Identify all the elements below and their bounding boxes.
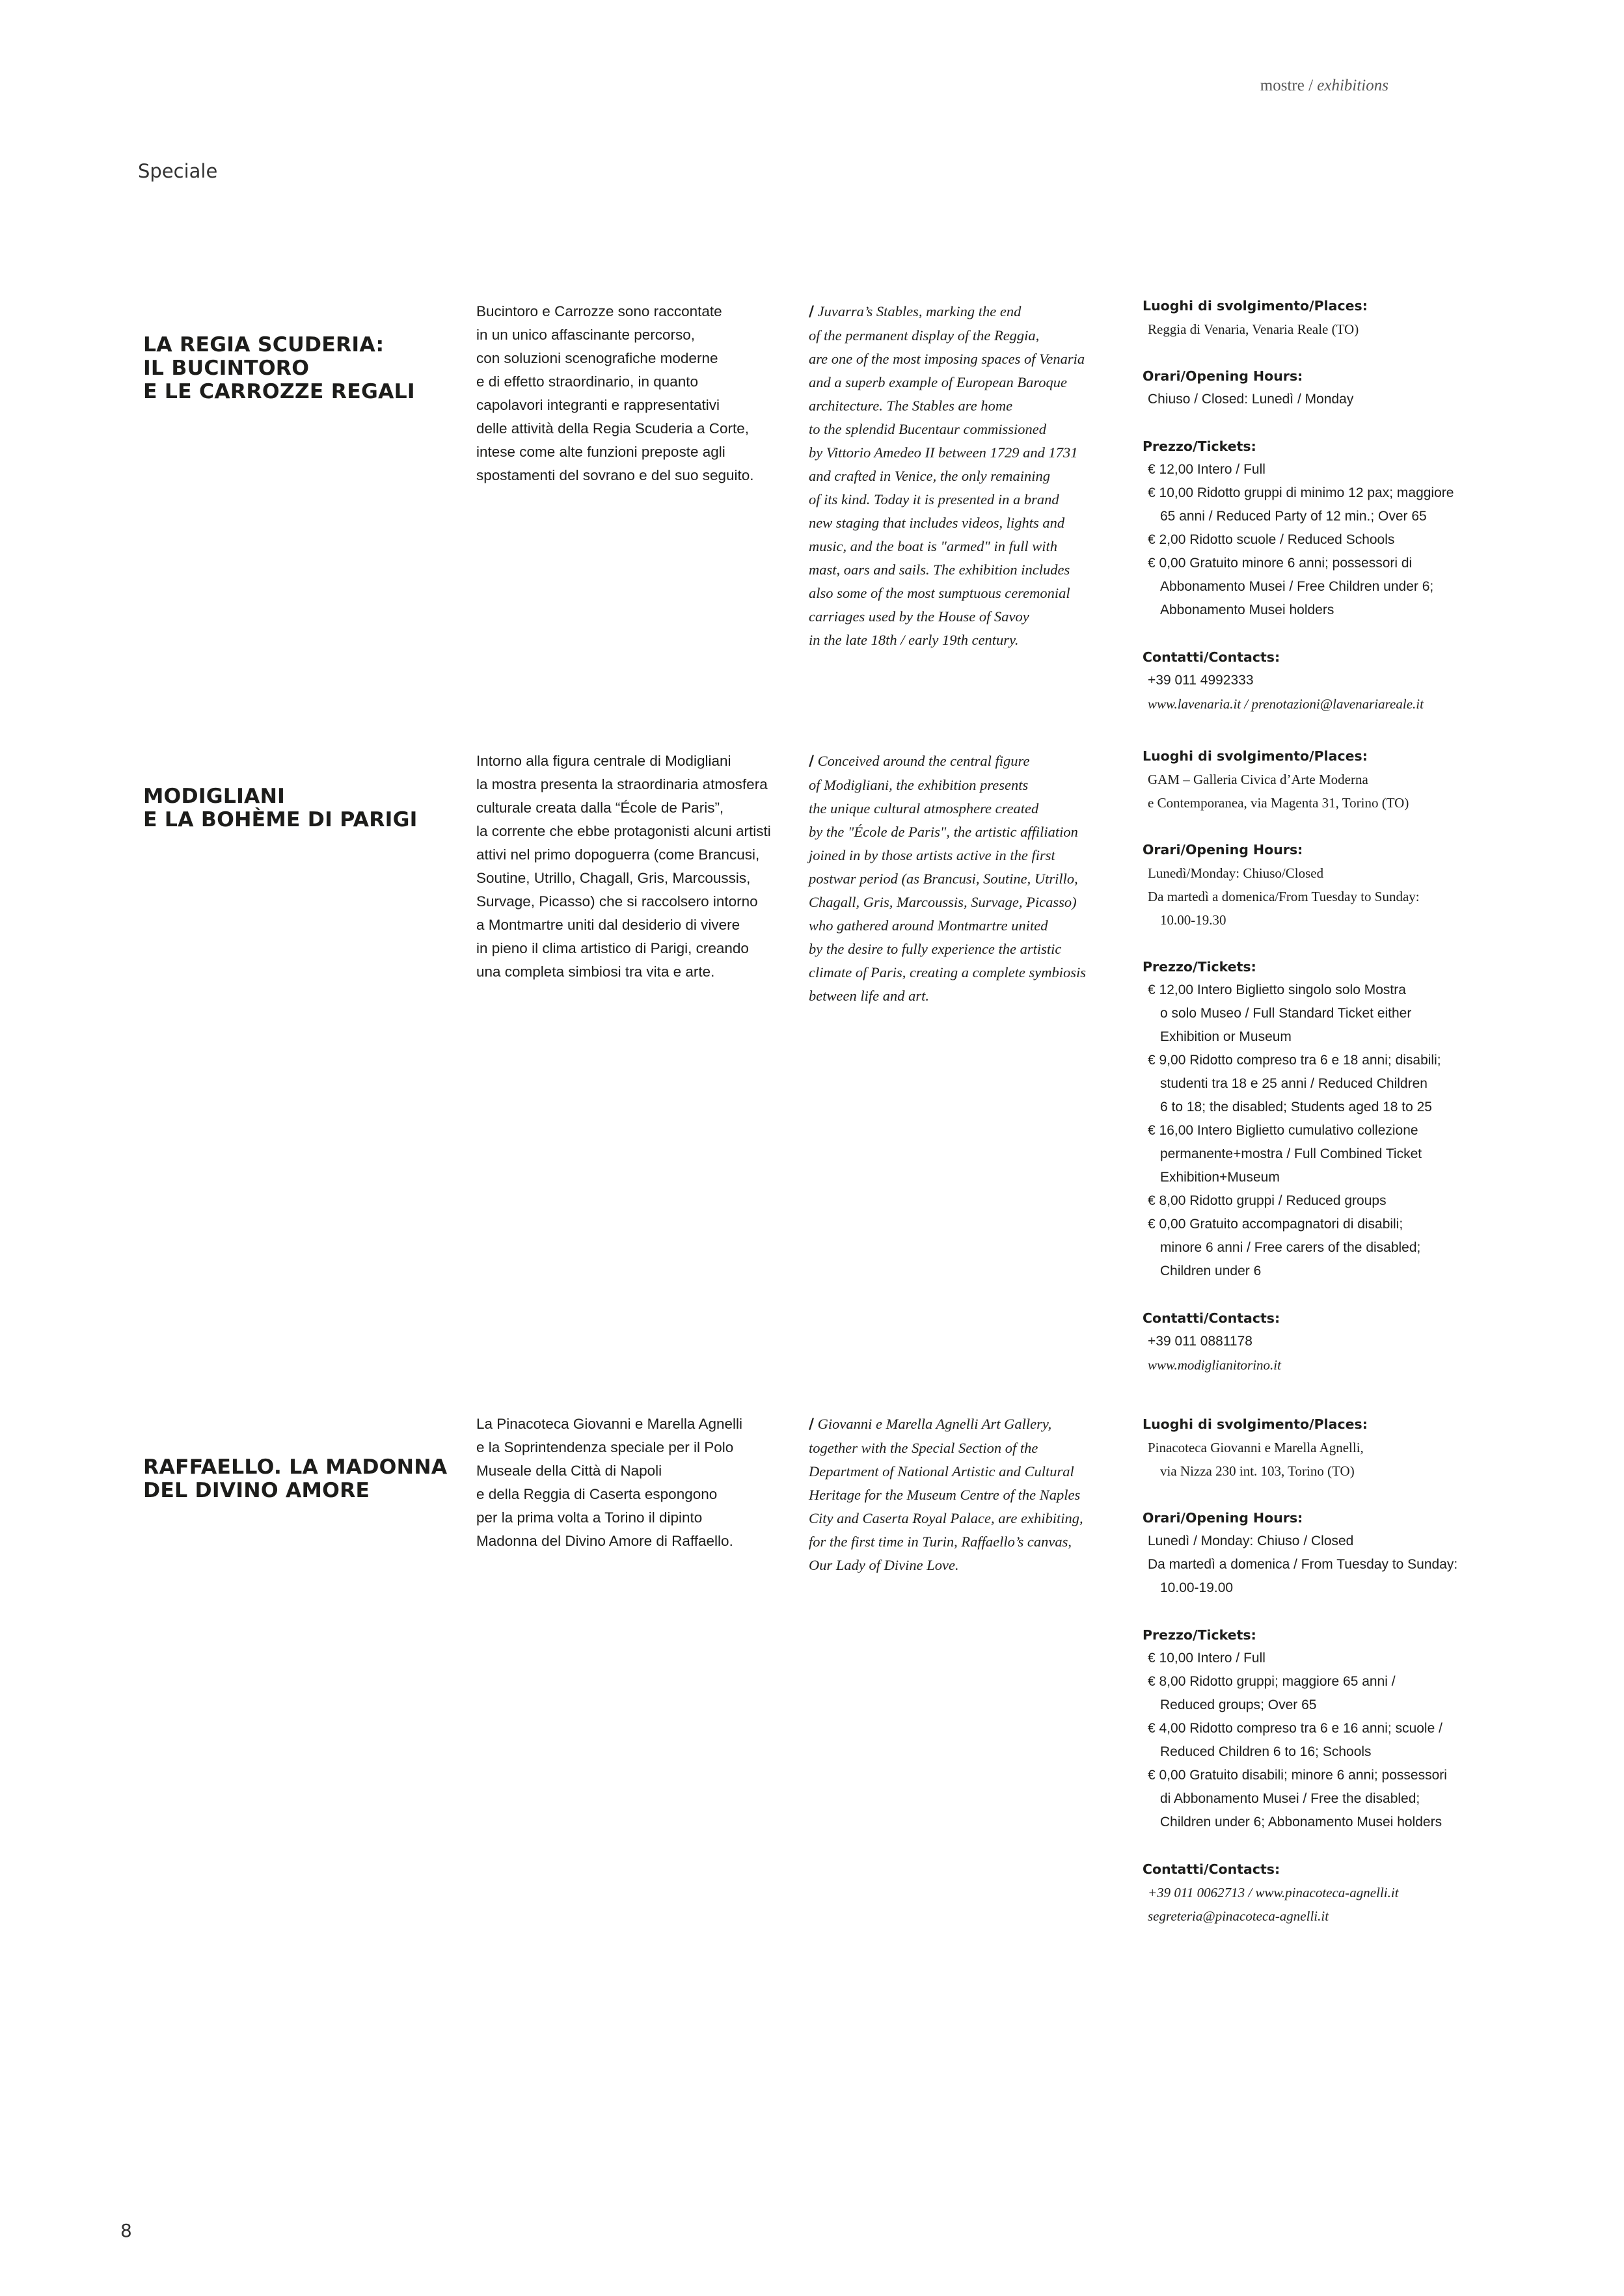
hours-line: Da martedì a domenica / From Tuesday to Sunday: (1148, 1557, 1458, 1572)
title-line: RAFFAELLO. LA MADONNA (143, 1455, 448, 1479)
ticket-line: € 2,00 Ridotto scuole / Reduced Schools (1148, 532, 1395, 547)
text-line: Our Lady of Divine Love. (809, 1557, 959, 1573)
exhibition-info (1143, 294, 1507, 716)
text-line: Intorno alla figura centrale di Modigliani (476, 753, 731, 769)
exhibition-description-en (809, 300, 1121, 652)
text-line (809, 1412, 1121, 1437)
text-line: between life and art. (809, 988, 929, 1004)
text-line: Heritage for the Museum Centre of the Naples (809, 1487, 1081, 1503)
text-line: postwar period (as Brancusi, Soutine, Utrillo, (809, 871, 1078, 887)
text-fragment: Giovanni e Marella Agnelli Art Gallery, (817, 1416, 1052, 1432)
text-line: intese come alte funzioni preposte agli (476, 444, 725, 460)
text-line: music, and the boat is "armed" in full with (809, 538, 1058, 554)
hours-label: Orari/Opening Hours: (1143, 368, 1303, 384)
spacer (1143, 411, 1507, 435)
tickets-label: Prezzo/Tickets: (1143, 959, 1256, 975)
ticket-line: studenti tra 18 e 25 anni / Reduced Children (1160, 1076, 1428, 1091)
text-line: con soluzioni scenografiche moderne (476, 350, 718, 366)
contact-phone: +39 011 4992333 (1148, 673, 1254, 688)
exhibition-description-it (476, 1412, 795, 1553)
hours-label: Orari/Opening Hours: (1143, 1510, 1303, 1526)
text-line: e di effetto straordinario, in quanto (476, 373, 699, 390)
ticket-line: € 10,00 Ridotto gruppi di minimo 12 pax; maggiore (1148, 485, 1454, 500)
ticket-line: € 8,00 Ridotto gruppi; maggiore 65 anni / (1148, 1674, 1396, 1689)
text-line: Department of National Artistic and Cultural (809, 1463, 1074, 1479)
slash-marker: / (809, 304, 815, 320)
text-line: e la Soprintendenza speciale per il Polo (476, 1439, 734, 1455)
spacer (1143, 341, 1507, 364)
slash-marker: / (809, 1416, 815, 1433)
place-line: e Contemporanea, via Magenta 31, Torino (TO) (1148, 795, 1409, 811)
text-line: in pieno il clima artistico di Parigi, creando (476, 940, 749, 956)
place-line: via Nizza 230 int. 103, Torino (TO) (1160, 1463, 1355, 1479)
ticket-line: minore 6 anni / Free carers of the disabled; (1160, 1240, 1421, 1255)
text-line: carriages used by the House of Savoy (809, 608, 1029, 625)
text-line: architecture. The Stables are home (809, 398, 1013, 414)
title-line: LA REGIA SCUDERIA: (143, 333, 385, 357)
tickets-label: Prezzo/Tickets: (1143, 1627, 1256, 1643)
ticket-line: di Abbonamento Musei / Free the disabled; (1160, 1791, 1420, 1806)
hours-line: Chiuso / Closed: Lunedì / Monday (1148, 392, 1354, 407)
ticket-line: € 12,00 Intero Biglietto singolo solo Mostra (1148, 982, 1406, 997)
text-line: also some of the most sumptuous ceremonial (809, 585, 1070, 601)
text-line: joined in by those artists active in the first (809, 847, 1055, 863)
ticket-line: Children under 6; Abbonamento Musei holders (1160, 1815, 1442, 1830)
text-line: spostamenti del sovrano e del suo seguito. (476, 467, 754, 483)
title-line: MODIGLIANI (143, 785, 286, 808)
text-line: capolavori integranti e rappresentativi (476, 397, 720, 413)
title-line: E LA BOHÈME DI PARIGI (143, 808, 418, 831)
text-line: and a superb example of European Baroque (809, 374, 1068, 390)
ticket-line: € 10,00 Intero / Full (1148, 1651, 1265, 1666)
text-line: by the "École de Paris", the artistic affiliation (809, 824, 1078, 840)
text-line: of Modigliani, the exhibition presents (809, 777, 1029, 793)
ticket-line: € 9,00 Ridotto compreso tra 6 e 18 anni; disabili; (1148, 1053, 1441, 1068)
hours-line: 10.00-19.30 (1160, 912, 1226, 928)
ticket-line: Children under 6 (1160, 1263, 1262, 1278)
spacer (1143, 1283, 1507, 1306)
text-line: Chagall, Gris, Marcoussis, Survage, Picasso) (809, 894, 1077, 910)
text-line: who gathered around Montmartre united (809, 917, 1048, 934)
header-section-it: mostre / (1260, 77, 1314, 94)
exhibition-info (1143, 744, 1507, 1377)
text-line: delle attività della Regia Scuderia a Corte, (476, 420, 749, 437)
text-fragment: Juvarra’s Stables, marking the end (817, 303, 1022, 319)
exhibition-description-it (476, 750, 795, 984)
spacer (1143, 1483, 1507, 1506)
ticket-line: € 0,00 Gratuito minore 6 anni; possessori di (1148, 556, 1413, 571)
ticket-line: o solo Museo / Full Standard Ticket either (1160, 1006, 1412, 1021)
title-line: IL BUCINTORO (143, 357, 310, 380)
text-line: the unique cultural atmosphere created (809, 800, 1039, 817)
places-label: Luoghi di svolgimento/Places: (1143, 1416, 1368, 1432)
slash-marker: / (809, 753, 815, 770)
running-header (1260, 77, 1388, 95)
text-line: a Montmartre uniti dal desiderio di vivere (476, 917, 740, 933)
hours-line: Da martedì a domenica/From Tuesday to Sunday: (1148, 889, 1420, 904)
contact-web[interactable]: www.modiglianitorino.it (1148, 1357, 1281, 1373)
text-line: attivi nel primo dopoguerra (come Brancusi, (476, 846, 760, 863)
exhibition-info (1143, 1412, 1507, 1928)
text-line: Museale della Città di Napoli (476, 1463, 662, 1479)
hours-line: Lunedì/Monday: Chiuso/Closed (1148, 865, 1324, 881)
text-line: la corrente che ebbe protagonisti alcuni artisti (476, 823, 771, 839)
text-line: in un unico affascinante percorso, (476, 327, 696, 343)
exhibition-description-en (809, 1412, 1121, 1577)
places-label: Luoghi di svolgimento/Places: (1143, 298, 1368, 314)
text-line: new staging that includes videos, lights and (809, 515, 1065, 531)
contacts-label: Contatti/Contacts: (1143, 1861, 1280, 1877)
spacer (1143, 815, 1507, 838)
ticket-line: € 0,00 Gratuito disabili; minore 6 anni; possessori (1148, 1768, 1447, 1783)
exhibition-title (143, 785, 455, 831)
ticket-line: 6 to 18; the disabled; Students aged 18 to 25 (1160, 1100, 1432, 1114)
ticket-line: Reduced Children 6 to 16; Schools (1160, 1744, 1372, 1759)
text-line: e della Reggia di Caserta espongono (476, 1486, 718, 1502)
ticket-line: 65 anni / Reduced Party of 12 min.; Over 65 (1160, 509, 1427, 524)
hours-line: Lunedì / Monday: Chiuso / Closed (1148, 1533, 1354, 1548)
text-line: Madonna del Divino Amore di Raffaello. (476, 1533, 733, 1549)
ticket-line: € 8,00 Ridotto gruppi / Reduced groups (1148, 1193, 1387, 1208)
contacts-label: Contatti/Contacts: (1143, 649, 1280, 665)
text-line: City and Caserta Royal Palace, are exhibiting, (809, 1510, 1083, 1526)
ticket-line: € 16,00 Intero Biglietto cumulativo collezione (1148, 1123, 1418, 1138)
text-line: of the permanent display of the Reggia, (809, 327, 1040, 344)
section-label: Speciale (138, 160, 218, 182)
tickets-label: Prezzo/Tickets: (1143, 439, 1256, 454)
text-line: of its kind. Today it is presented in a brand (809, 491, 1059, 507)
text-line (809, 300, 1121, 324)
ticket-line: Abbonamento Musei / Free Children under 6; (1160, 579, 1434, 594)
text-line: in the late 18th / early 19th century. (809, 632, 1019, 648)
hours-line: 10.00-19.00 (1160, 1580, 1234, 1595)
text-line: Survage, Picasso) che si raccolsero intorno (476, 893, 758, 910)
ticket-line: Exhibition+Museum (1160, 1170, 1280, 1185)
text-line: to the splendid Bucentaur commissioned (809, 421, 1046, 437)
ticket-line: Abbonamento Musei holders (1160, 602, 1334, 617)
ticket-line: permanente+mostra / Full Combined Ticket (1160, 1146, 1422, 1161)
ticket-line: Exhibition or Museum (1160, 1029, 1292, 1044)
text-line: and crafted in Venice, the only remaining (809, 468, 1050, 484)
text-line: by Vittorio Amedeo II between 1729 and 1731 (809, 444, 1078, 461)
text-line: Bucintoro e Carrozze sono raccontate (476, 303, 722, 319)
text-line: are one of the most imposing spaces of Venaria (809, 351, 1085, 367)
contact-email[interactable]: segreteria@pinacoteca-agnelli.it (1148, 1908, 1329, 1924)
place-line: Reggia di Venaria, Venaria Reale (TO) (1148, 321, 1359, 337)
ticket-line: Reduced groups; Over 65 (1160, 1697, 1317, 1712)
text-line: for the first time in Turin, Raffaello’s canvas, (809, 1533, 1072, 1550)
ticket-line: € 4,00 Ridotto compreso tra 6 e 16 anni; scuole / (1148, 1721, 1442, 1736)
text-line: climate of Paris, creating a complete symbiosis (809, 964, 1086, 980)
text-line: by the desire to fully experience the artistic (809, 941, 1062, 957)
text-line: la mostra presenta la straordinaria atmosfera (476, 776, 768, 792)
page-number: 8 (120, 2220, 132, 2241)
ticket-line: € 12,00 Intero / Full (1148, 462, 1265, 477)
hours-label: Orari/Opening Hours: (1143, 842, 1303, 858)
places-label: Luoghi di svolgimento/Places: (1143, 748, 1368, 764)
exhibition-title (143, 1455, 455, 1502)
exhibition-description-it (476, 300, 795, 487)
text-line: mast, oars and sails. The exhibition includes (809, 561, 1070, 578)
place-line: GAM – Galleria Civica d’Arte Moderna (1148, 772, 1368, 787)
contacts-label: Contatti/Contacts: (1143, 1310, 1280, 1326)
contact-phone-web[interactable]: +39 011 0062713 / www.pinacoteca-agnelli.it (1148, 1885, 1399, 1900)
spacer (1143, 1834, 1507, 1857)
text-line (809, 750, 1121, 774)
text-line: una completa simbiosi tra vita e arte. (476, 964, 715, 980)
text-line: per la prima volta a Torino il dipinto (476, 1509, 703, 1526)
header-section-en: exhibitions (1317, 77, 1388, 94)
contact-phone: +39 011 0881178 (1148, 1334, 1252, 1349)
spacer (1143, 1600, 1507, 1623)
text-line: together with the Special Section of the (809, 1440, 1038, 1456)
exhibition-title (143, 333, 455, 403)
contact-web[interactable]: www.lavenaria.it / prenotazioni@lavenariareale.it (1148, 696, 1424, 712)
spacer (1143, 932, 1507, 955)
title-line: DEL DIVINO AMORE (143, 1479, 370, 1502)
text-fragment: Conceived around the central figure (817, 753, 1030, 769)
text-line: Soutine, Utrillo, Chagall, Gris, Marcoussis, (476, 870, 751, 886)
text-line: La Pinacoteca Giovanni e Marella Agnelli (476, 1416, 742, 1432)
spacer (1143, 622, 1507, 645)
place-line: Pinacoteca Giovanni e Marella Agnelli, (1148, 1440, 1364, 1455)
title-line: E LE CARROZZE REGALI (143, 380, 415, 403)
ticket-line: € 0,00 Gratuito accompagnatori di disabili; (1148, 1217, 1403, 1232)
exhibition-description-en (809, 750, 1121, 1008)
text-line: culturale creata dalla “École de Paris”, (476, 800, 724, 816)
